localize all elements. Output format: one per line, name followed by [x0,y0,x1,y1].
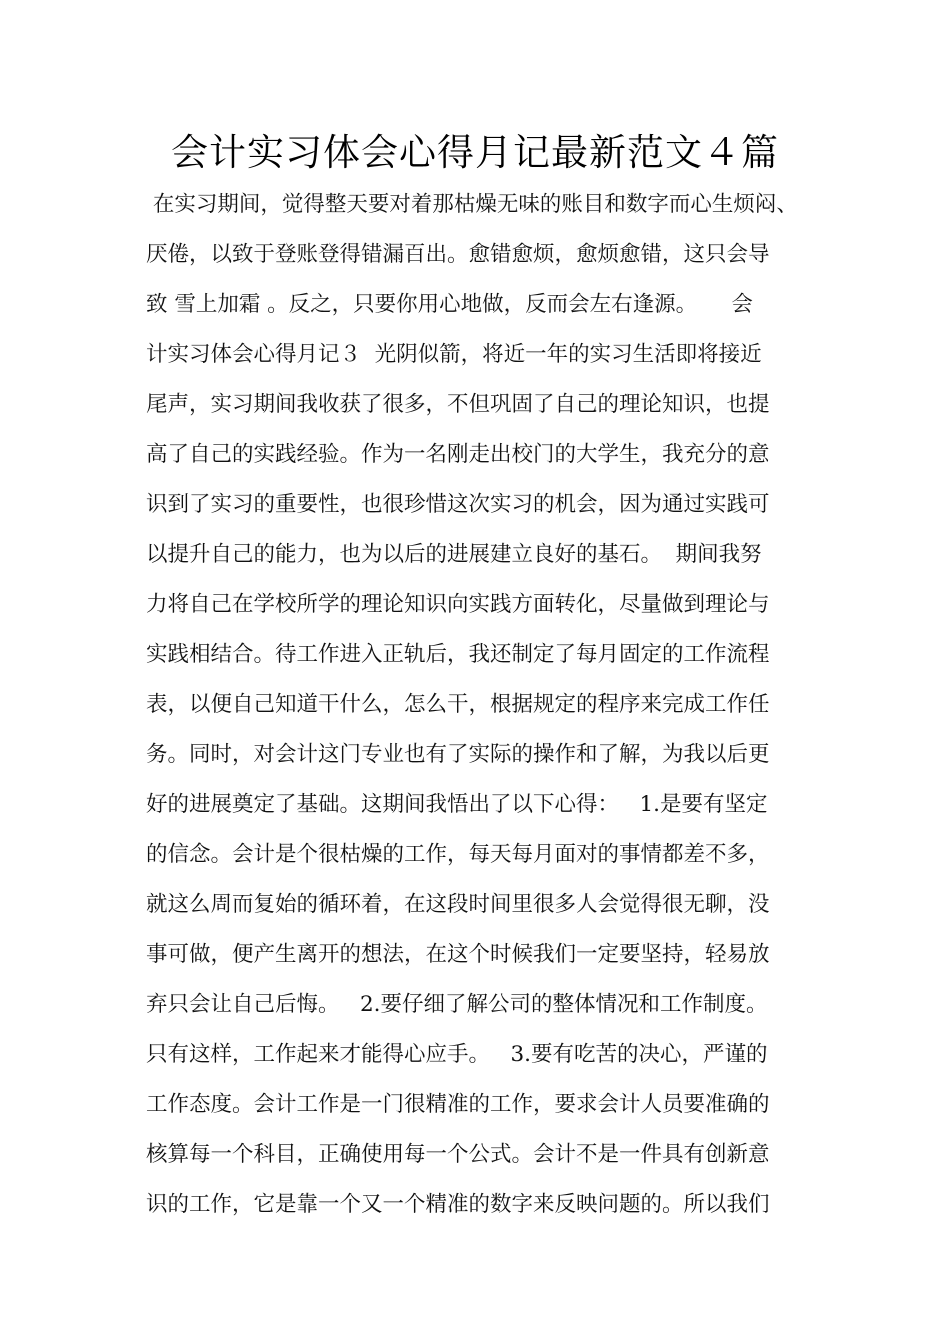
body-line: 高了自己的实践经验。作为一名刚走出校门的大学生，我充分的意 [146,442,770,467]
body-line: 力将自己在学校所学的理论知识向实践方面转化，尽量做到理论与 [146,592,770,617]
body-line: 核算每一个科目，正确使用每一个公式。会计不是一件具有创新意 [146,1142,770,1167]
body-line: 在实习期间，觉得整天要对着那枯燥无味的账目和数字而心生烦闷、 [146,192,798,217]
body-line: 识的工作，它是靠一个又一个精准的数字来反映问题的。所以我们 [146,1192,770,1217]
body-line: 识到了实习的重要性，也很珍惜这次实习的机会，因为通过实践可 [146,492,770,517]
body-line: 只有这样，工作起来才能得心应手。 3.要有吃苦的决心，严谨的 [146,1042,768,1067]
document-body [146,180,846,1230]
body-line: 弃只会让自己后悔。 2.要仔细了解公司的整体情况和工作制度。 [146,992,768,1017]
body-line: 以提升自己的能力，也为以后的进展建立良好的基石。 期间我努 [146,542,762,567]
body-line: 计实习体会心得月记３ 光阴似箭，将近一年的实习生活即将接近 [146,342,762,367]
body-line: 致 雪上加霜 。反之，只要你用心地做，反而会左右逢源。 会 [146,292,753,317]
body-line: 务。同时，对会计这门专业也有了实际的操作和了解，为我以后更 [146,742,770,767]
body-line: 好的进展奠定了基础。这期间我悟出了以下心得： 1.是要有坚定 [146,792,768,817]
body-line: 表，以便自己知道干什么，怎么干，根据规定的程序来完成工作任 [146,692,770,717]
body-line: 尾声，实习期间我收获了很多，不但巩固了自己的理论知识，也提 [146,392,770,417]
body-line: 的信念。会计是个很枯燥的工作，每天每月面对的事情都差不多， [146,842,770,867]
body-line: 就这么周而复始的循环着，在这段时间里很多人会觉得很无聊，没 [146,892,770,917]
body-line: 工作态度。会计工作是一门很精准的工作，要求会计人员要准确的 [146,1092,770,1117]
body-line: 厌倦，以致于登账登得错漏百出。愈错愈烦，愈烦愈错，这只会导 [146,242,770,267]
body-line: 实践相结合。待工作进入正轨后，我还制定了每月固定的工作流程 [146,642,770,667]
body-line: 事可做，便产生离开的想法，在这个时候我们一定要坚持，轻易放 [146,942,770,967]
document-title: 会计实习体会心得月记最新范文４篇 [171,131,779,174]
